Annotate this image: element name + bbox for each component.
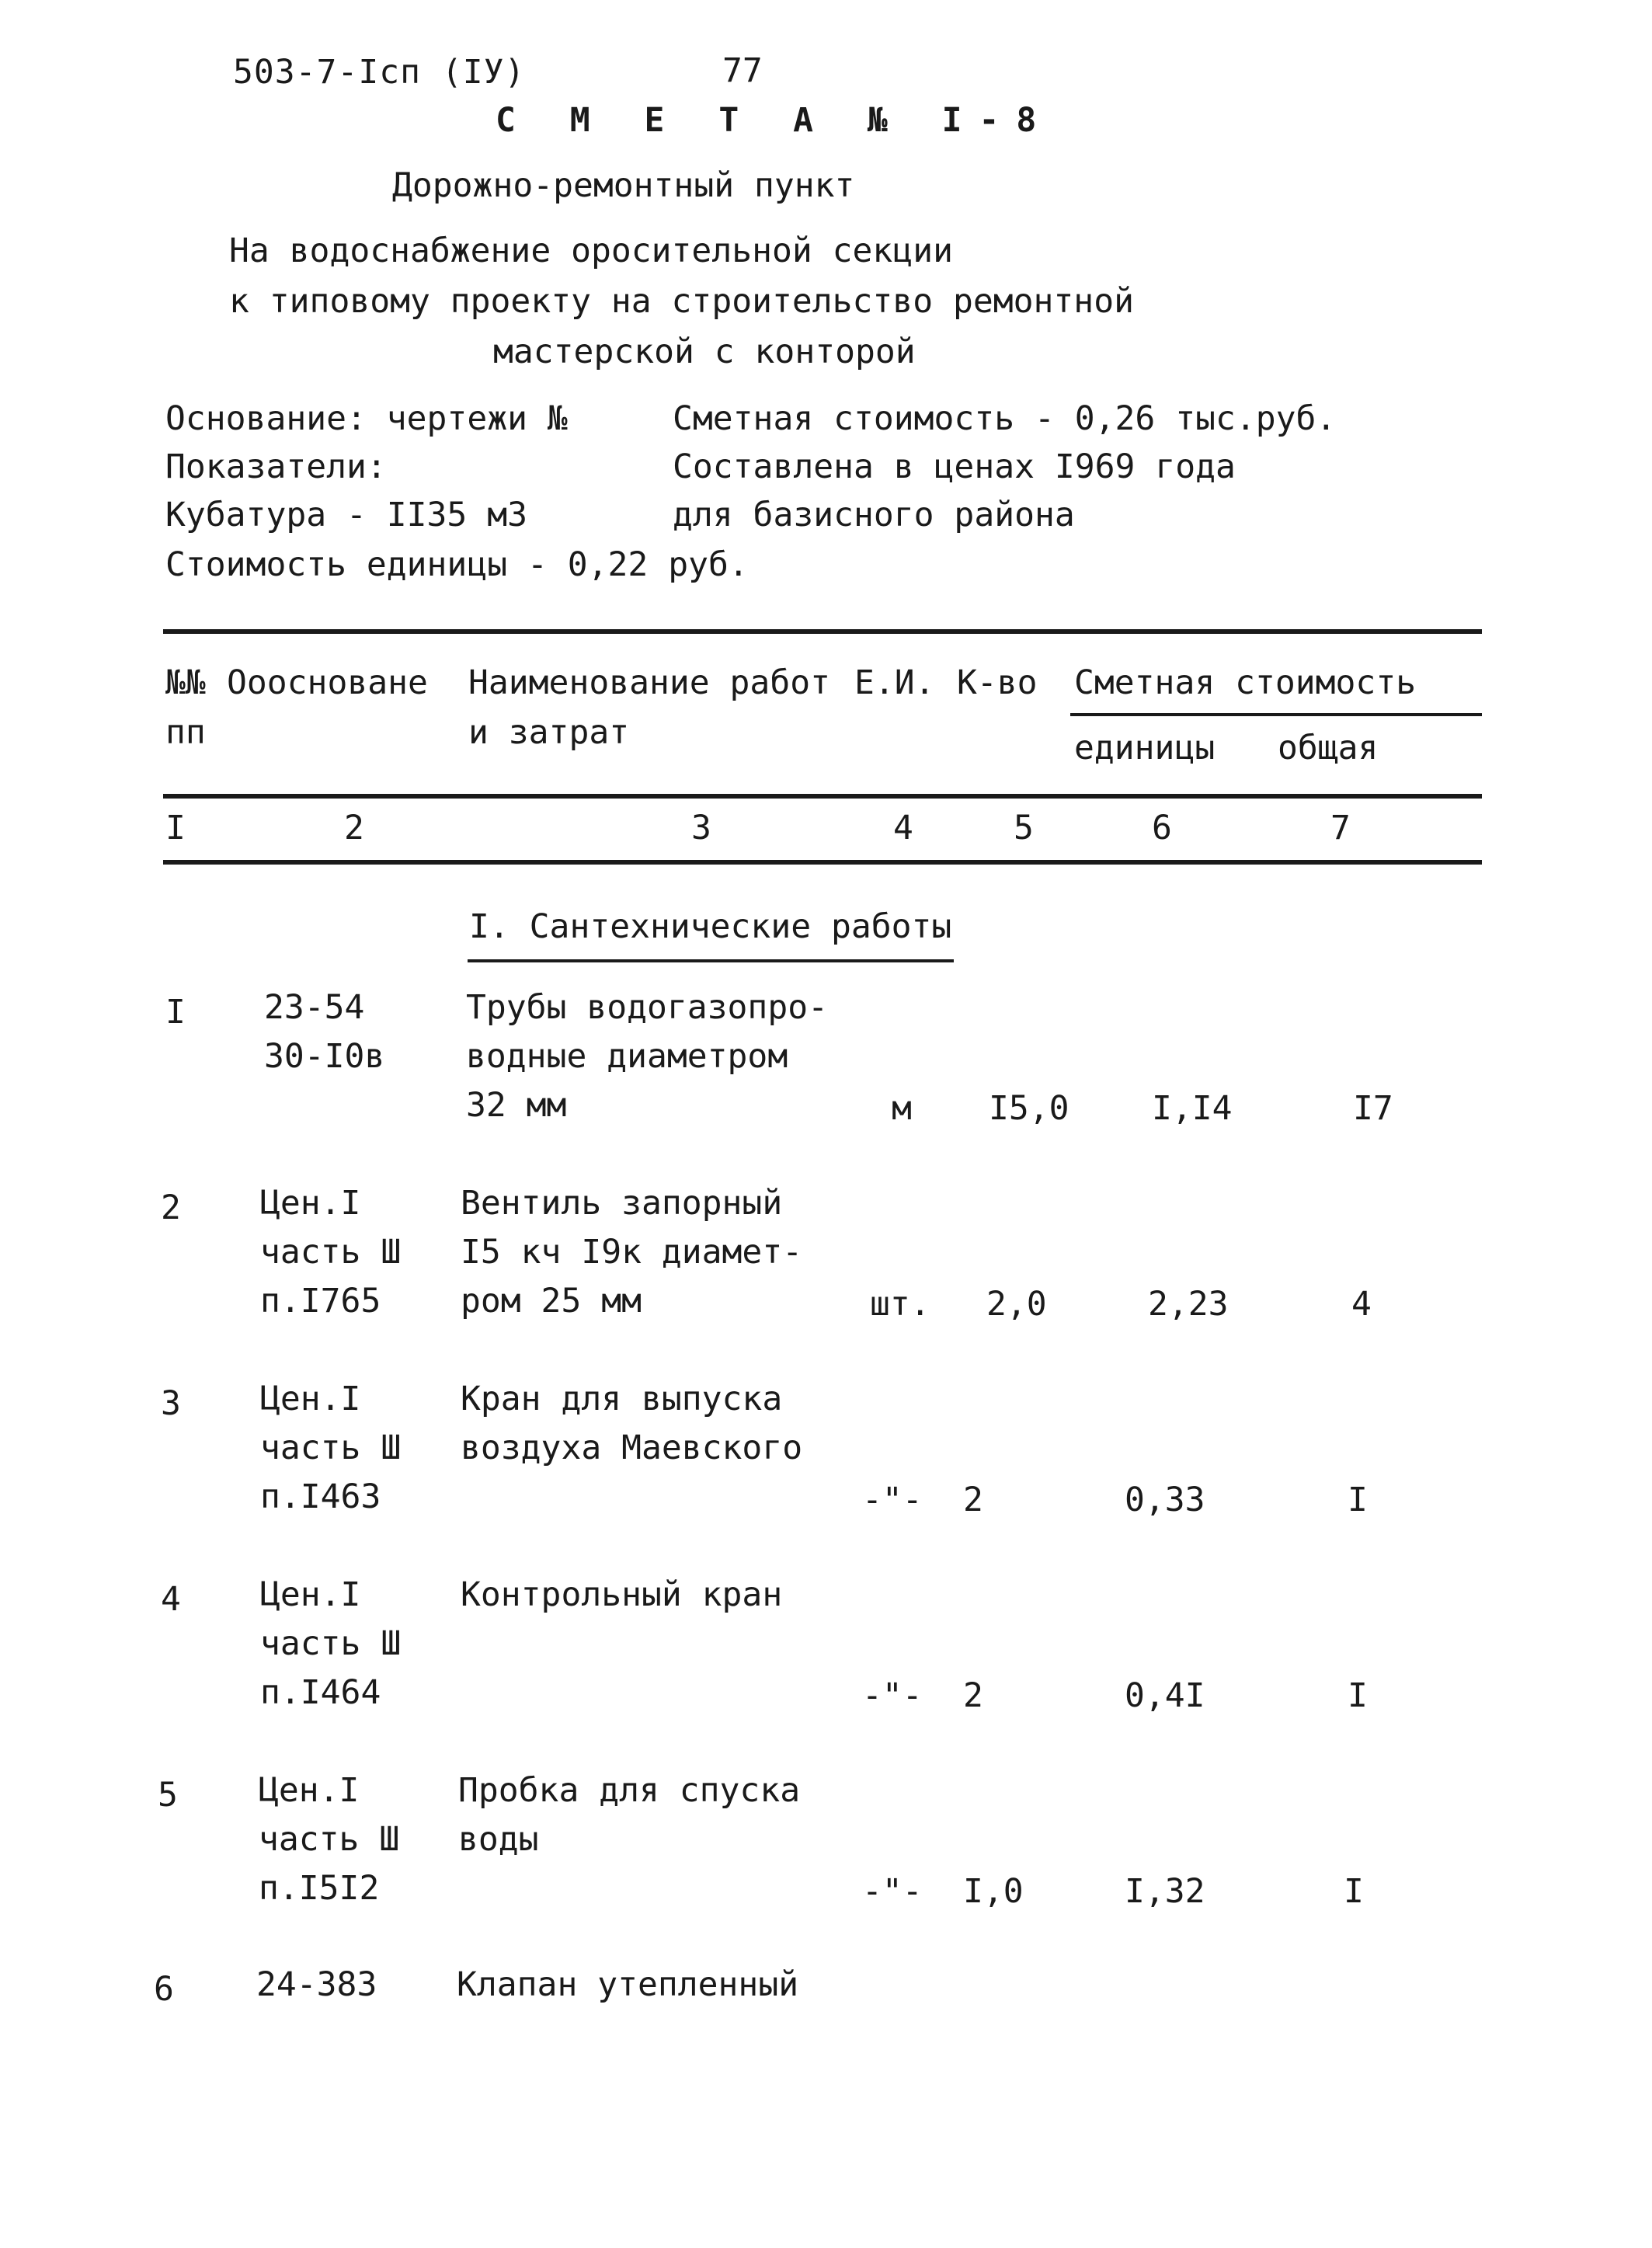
header-bottom-rule <box>163 794 1482 799</box>
row-quantity: 2,0 <box>986 1285 1047 1324</box>
purpose-line-3: мастерской с конторой <box>493 332 916 371</box>
document-subtitle: Дорожно-ремонтный пункт <box>392 166 855 205</box>
row-number: 5 <box>158 1776 178 1815</box>
col-number-7: 7 <box>1330 809 1351 847</box>
col-number-5: 5 <box>1014 809 1034 847</box>
row-unit-price: 2,23 <box>1148 1285 1229 1324</box>
col-header-7: общая <box>1278 729 1379 767</box>
numbers-bottom-rule <box>163 860 1482 865</box>
row-number: 2 <box>161 1188 181 1227</box>
col-number-3: 3 <box>691 809 711 847</box>
row-total: I <box>1344 1872 1364 1911</box>
col-header-4: Е.И. <box>854 663 935 702</box>
row-quantity: I5,0 <box>989 1089 1069 1128</box>
row-quantity: 2 <box>963 1481 983 1519</box>
col-header-6: единицы <box>1074 729 1216 767</box>
row-unit-price: I,32 <box>1125 1872 1205 1911</box>
pokazateli: Показатели: <box>165 447 387 486</box>
row-basis: Цен.I часть Ш п.I463 <box>260 1380 402 1516</box>
row-total: I <box>1348 1481 1368 1519</box>
row-name: Трубы водогазопро- водные диаметром 32 мм <box>466 988 828 1125</box>
subheader-rule <box>1070 713 1482 716</box>
row-name: Контрольный кран <box>461 1575 783 1614</box>
col-header-3b: и затрат <box>468 713 630 752</box>
col-number-4: 4 <box>893 809 913 847</box>
row-unit: -"- <box>862 1872 923 1911</box>
kubatura: Кубатура - II35 м3 <box>165 496 527 534</box>
row-quantity: 2 <box>963 1676 983 1715</box>
row-quantity: I,0 <box>963 1872 1024 1911</box>
col-header-2: Ооосноване <box>227 663 428 702</box>
row-unit: -"- <box>862 1676 923 1715</box>
row-unit-price: I,I4 <box>1152 1089 1233 1128</box>
col-header-3a: Наименование работ <box>468 663 830 702</box>
col-number-1: I <box>165 809 186 847</box>
row-basis: 24-383 <box>256 1965 377 2004</box>
row-unit: шт. <box>870 1285 930 1324</box>
col-header-67: Сметная стоимость <box>1074 663 1417 702</box>
col-number-2: 2 <box>344 809 364 847</box>
row-unit-price: 0,4I <box>1125 1676 1205 1715</box>
row-unit-price: 0,33 <box>1125 1481 1205 1519</box>
col-number-6: 6 <box>1152 809 1172 847</box>
row-basis: 23-54 30-I0в <box>264 988 385 1076</box>
row-name: Кран для выпуска воздуха Маевского <box>461 1380 803 1467</box>
document-title: С М Е Т А № I-8 <box>496 101 1054 140</box>
col-header-5: К-во <box>957 663 1038 702</box>
doc-code: 503-7-Iсп (IУ) <box>233 53 526 92</box>
row-total: I7 <box>1353 1089 1393 1128</box>
table-top-rule <box>163 629 1482 634</box>
row-number: I <box>165 993 186 1032</box>
col-header-1a: №№ <box>165 663 206 702</box>
col-header-1b: пп <box>165 713 206 752</box>
page-number: 77 <box>722 51 763 90</box>
row-basis: Цен.I часть Ш п.I5I2 <box>259 1771 400 1908</box>
row-name: Клапан утепленный <box>457 1965 799 2004</box>
smetnaya-stoimost: Сметная стоимость - 0,26 тыс.руб. <box>673 399 1337 438</box>
purpose-line-1: На водоснабжение оросительной секции <box>229 231 953 270</box>
row-name: Пробка для спуска воды <box>458 1771 801 1859</box>
row-basis: Цен.I часть Ш п.I765 <box>260 1184 402 1321</box>
section-heading: I. Сантехнические работы <box>469 907 952 946</box>
stoimost-edinitsy: Стоимость единицы - 0,22 руб. <box>165 545 749 584</box>
row-unit: м <box>892 1089 912 1128</box>
row-total: 4 <box>1351 1285 1372 1324</box>
sostavlena: Составлена в ценах I969 года <box>673 447 1236 486</box>
row-number: 3 <box>161 1384 181 1423</box>
purpose-line-2: к типовому проекту на строительство ремонтной <box>229 282 1134 321</box>
row-name: Вентиль запорный I5 кч I9к диамет- ром 25 мм <box>461 1184 803 1321</box>
row-number: 6 <box>154 1970 174 2009</box>
row-total: I <box>1348 1676 1368 1715</box>
row-basis: Цен.I часть Ш п.I464 <box>260 1575 402 1712</box>
row-number: 4 <box>161 1580 181 1619</box>
rayon: для базисного района <box>673 496 1075 534</box>
osnovanie: Основание: чертежи № <box>165 399 568 438</box>
section-underline <box>468 959 954 962</box>
row-unit: -"- <box>862 1481 923 1519</box>
